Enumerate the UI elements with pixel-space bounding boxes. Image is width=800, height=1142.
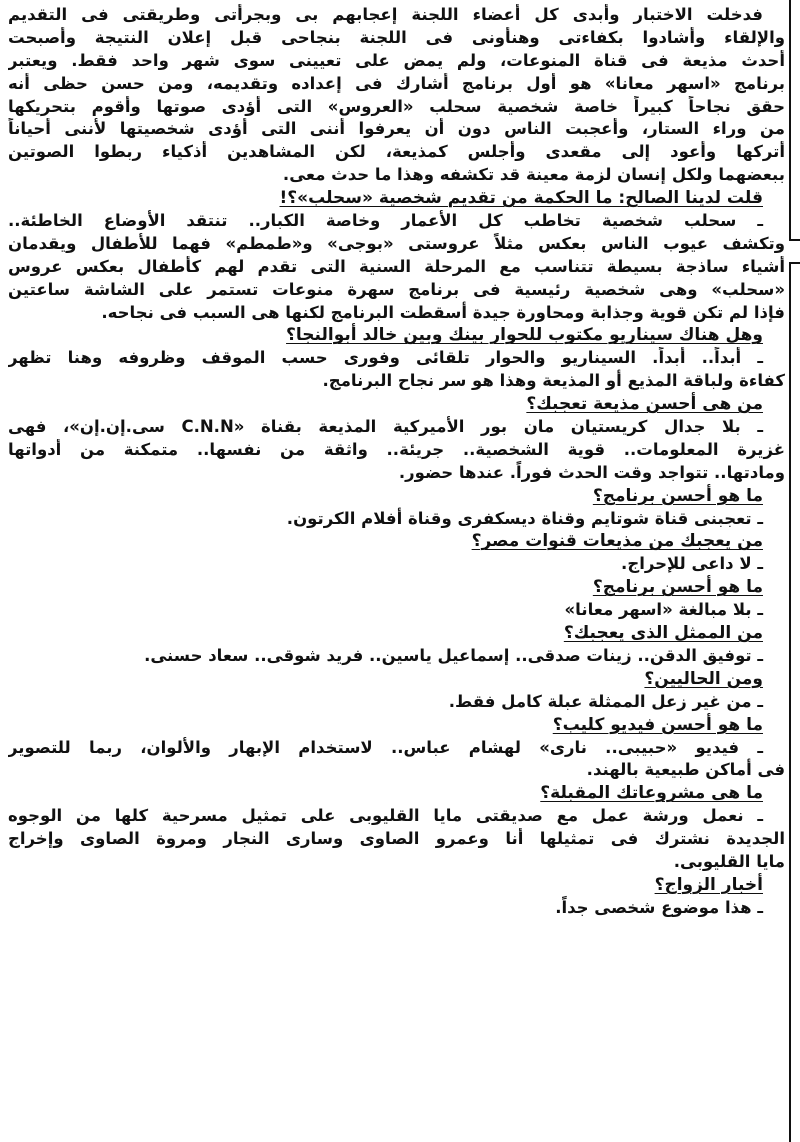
interview-question: من هى أحسن مذيعة تعجبك؟ (526, 394, 763, 415)
interview-question: من يعجبك من مذيعات قنوات مصر؟ (471, 531, 763, 552)
interview-answer-line: ـ لا داعى للإحراج. (621, 554, 763, 574)
intro-line: فدخلت الاختبار وأبدى كل أعضاء اللجنة إعجابهم بى وبجرأتى وطريقتى فى التقديم (8, 5, 763, 24)
interview-answer-line: فإذا لم تكن قوية وجذابة ومحاورة جيدة أسقطت البرنامج لكنها هى السبب فى نجاحه. (101, 302, 785, 322)
column-rule-bottom (789, 262, 791, 1142)
interview-question: وهل هناك سيناريو مكتوب للحوار بينك وبين خالد أبوالنجا؟ (286, 325, 763, 346)
intro-line: أحدث مذيعة فى قناة المنوعات، ولم يمض على تعيينى سوى شهر واحد فقط. ويعتبر (8, 50, 785, 70)
interview-answer-line: فى أماكن طبيعية بالهند. (586, 760, 785, 780)
intro-line: والإلقاء وأشادوا بكفاءتى وهنأونى فى اللجنة بنجاحى قبل إعلان النتيجة وأصبحت (8, 27, 785, 47)
interview-answer-line: وتكشف عيوب الناس بعكس مثلاً عروستى «بوجى» و«طمطم» فهما للأطفال ويقدمان (8, 233, 785, 253)
interview-answer-line: ـ نعمل ورشة عمل مع صديقتى مايا القليوبى على تمثيل مسرحية كلها من الوجوه (8, 806, 763, 826)
interview-answer-line: كفاءة ولباقة المذيع أو المذيعة وهذا هو سر نجاح البرنامج. (322, 371, 785, 391)
interview-answer-line: غزيرة المعلومات.. قوية الشخصية.. جريئة.. واثقة من نفسها.. متمكنة من أدواتها (8, 439, 785, 459)
interview-answer-line: ـ هذا موضوع شخصى جداً. (555, 897, 763, 917)
interview-question: أخبار الزواج؟ (654, 874, 763, 895)
interview-answer-line: ـ سحلب شخصية تخاطب كل الأعمار وخاصة الكبار.. تنتقد الأوضاع الخاطئة.. (8, 211, 763, 231)
interview-answer-line: ـ تعجبنى قناة شوتايم وقناة ديسكفرى وقناة أفلام الكرتون. (286, 508, 763, 528)
column-rule-top (789, 0, 791, 241)
column-rule-bottom-start (789, 262, 800, 264)
interview-question: ما هو أحسن برنامج؟ (592, 577, 763, 598)
intro-line: أتركها وأعود إلى مقعدى وأجلس كمذيعة، لكن المشاهدين أذكياء ربطوا الصوتين (8, 142, 785, 162)
intro-line: من وراء الستار، وأعجبت الناس دون أن يعرفوا أننى التى أؤدى شخصيتها لأننى أحياناً (8, 119, 785, 139)
interview-answer-line: مايا القليوبى. (673, 851, 785, 871)
interview-question: من الممثل الذى يعجبك؟ (563, 623, 763, 644)
interview-answer-line: ـ توفيق الدقن.. زينات صدقى.. إسماعيل ياسين.. فريد شوقى.. سعاد حسنى. (144, 645, 763, 665)
interview-question: ما هى مشروعاتك المقبلة؟ (540, 783, 763, 804)
interview-answer-line: ـ بلا مبالغة «اسهر معانا» (564, 600, 763, 620)
interview-answer-line: ـ من غير زعل الممثلة عبلة كامل فقط. (448, 691, 763, 711)
interview-question: ومن الحاليين؟ (644, 668, 763, 689)
intro-line: برنامج «اسهر معانا» هو أول برنامج أشارك فى إعداده وتقديمه، ومن حسن حظى أنه (8, 73, 785, 93)
interview-answer-line: ـ أبداً.. أبداً. السيناريو والحوار تلقائى وفورى حسب الموقف وظروفه وهنا تظهر (8, 348, 763, 368)
interview-question: ما هو أحسن فيديو كليب؟ (552, 714, 763, 735)
interview-answer-line: «سحلب» وهى شخصية رئيسية فى برنامج سهرة منوعات تستمر على الشاشة ساعتين (8, 279, 785, 299)
interview-answer-line: ـ فيديو «حبيبى.. نارى» لهشام عباس.. لاستخدام الإبهار والألوان، ربما للتصوير (8, 737, 763, 757)
intro-line: ببعضهما ولكل إنسان لزمة معينة قد تكشفه وهذا ما حدث معى. (282, 165, 785, 185)
intro-line: حقق نجاحاً كبيراً خاصة شخصية سحلب «العروس» التى أؤدى صوتها وأقوم بتحريكها (8, 96, 785, 116)
interview-answer-line: ومادتها.. تتواجد وقت الحدث فوراً. عندها حضور. (398, 462, 785, 482)
interview-answer-line: الجديدة نشترك فى تمثيلها أنا وعمرو الصاوى وسارى النجار ومروة الصاوى وإخراج (8, 829, 785, 849)
article-body (8, 4, 785, 920)
column-rule-top-end (789, 239, 800, 241)
interview-answer-line: أشياء ساذجة بسيطة تتناسب مع المرحلة السنية التى تقدم لهم كأطفال بعكس عروس (8, 256, 785, 276)
interview-question: ما هو أحسن برنامج؟ (592, 485, 763, 506)
interview-question: قلت لدينا الصالح: ما الحكمة من تقديم شخصية «سحلب»؟! (279, 188, 763, 209)
interview-answer-line: ـ بلا جدال كريستيان مان بور الأميركية المذيعة بقناة «C.N.N سى.إن.إن»، فهى (8, 417, 763, 437)
